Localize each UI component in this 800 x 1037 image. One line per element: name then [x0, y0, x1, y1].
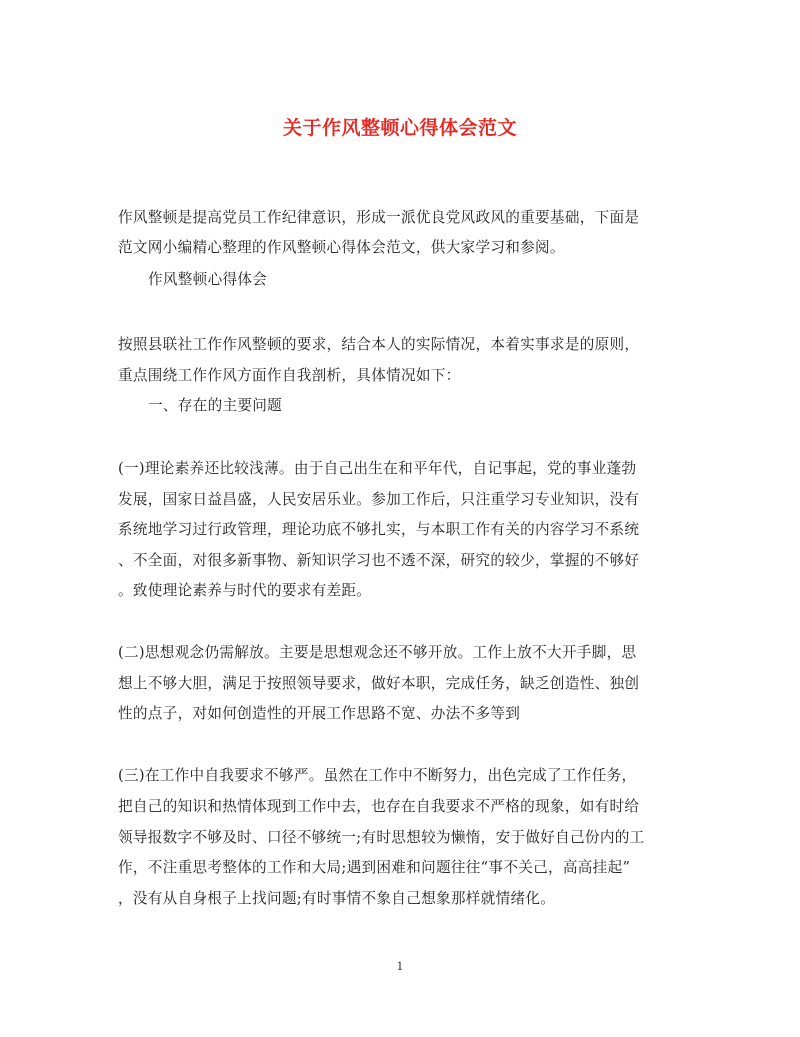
- text-line: (一)理论素养还比较浅薄。由于自己出生在和平年代，自记事起，党的事业蓬勃: [118, 460, 637, 477]
- text-line: (二)思想观念仍需解放。主要是思想观念还不够开放。工作上放不大开手脚，思: [118, 644, 637, 661]
- text-line: 范文网小编精心整理的作风整顿心得体会范文，供大家学习和参阅。: [118, 239, 565, 256]
- text-line: 系统地学习过行政管理，理论功底不够扎实，与本职工作有关的内容学习不系统: [118, 521, 640, 538]
- text-line: 领导报数字不够及时、口径不够统一;有时思想较为懒惰，安于做好自己份内的工: [118, 829, 645, 846]
- text-line: 发展，国家日益昌盛，人民安居乐业。参加工作后，只注重学习专业知识，没有: [118, 491, 640, 508]
- section-heading: 作风整顿心得体会: [148, 271, 268, 288]
- text-line: 作，不注重思考整体的工作和大局;遇到困难和问题往往“事不关己，高高挂起”: [118, 859, 631, 876]
- text-line: 作风整顿是提高党员工作纪律意识，形成一派优良党风政风的重要基础，下面是: [118, 209, 640, 226]
- page-number: 1: [396, 960, 404, 973]
- text-line: 、不全面，对很多新事物、新知识学习也不透不深，研究的较少，掌握的不够好: [118, 552, 640, 569]
- text-line: 。致使理论素养与时代的要求有差距。: [118, 582, 372, 599]
- text-line: 想上不够大胆，满足于按照领导要求，做好本职，完成任务，缺乏创造性、独创: [118, 675, 640, 692]
- text-line: (三)在工作中自我要求不够严。虽然在工作中不断努力，出色完成了工作任务，: [118, 767, 637, 784]
- text-line: ，没有从自身根子上找问题;有时事情不象自己想象那样就情绪化。: [118, 890, 556, 907]
- section-heading: 一、存在的主要问题: [148, 397, 283, 414]
- text-line: 按照县联社工作作风整顿的要求，结合本人的实际情况，本着实事求是的原则，: [118, 336, 640, 353]
- text-line: 性的点子，对如何创造性的开展工作思路不宽、办法不多等到: [118, 705, 521, 722]
- document-title: 关于作风整顿心得体会范文: [282, 117, 517, 139]
- text-line: 重点围绕工作作风方面作自我剖析，具体情况如下：: [118, 367, 461, 384]
- text-line: 把自己的知识和热情体现到工作中去，也存在自我要求不严格的现象，如有时给: [118, 798, 640, 815]
